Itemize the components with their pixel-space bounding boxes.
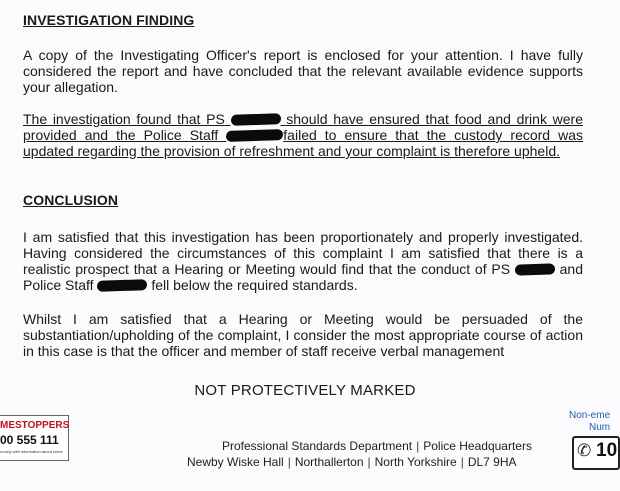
redaction-mark — [97, 279, 147, 292]
footer-separator: | — [367, 455, 371, 469]
finding-text-part-3: failed to ensure that the custody record was updated regarding the provision of refreshment and your complaint is therefore upheld. — [23, 127, 584, 159]
footer-separator: | — [287, 455, 291, 469]
finding-paragraph-1: A copy of the Investigating Officer's report is enclosed for your attention. I have fully considered the report and have concluded that the relevant available evidence supports your allegation. — [23, 47, 583, 95]
protective-marking: NOT PROTECTIVELY MARKED — [194, 382, 416, 399]
conclusion-paragraph-2: Whilst I am satisfied that a Hearing or Meeting would be persuaded of the substantiation/upholding of the complaint, I consider the most appropriate course of action in this case is that the officer and member of staff receive verbal management — [23, 311, 583, 359]
conclusion-paragraph-1 — [23, 229, 583, 293]
crimestoppers-tagline: nously with information about crime — [0, 449, 63, 454]
crimestoppers-logo — [0, 415, 69, 461]
footer-separator: | — [416, 439, 420, 453]
phone-icon: ✆ — [577, 441, 592, 460]
footer-address-line-2 — [187, 455, 517, 469]
footer-hall: Newby Wiske Hall — [187, 455, 284, 469]
footer-town: Northallerton — [294, 455, 364, 469]
footer-department: Professional Standards Department — [222, 439, 413, 453]
non-emergency-label — [569, 410, 610, 434]
footer-headquarters: Police Headquarters — [423, 439, 532, 453]
footer-postcode: DL7 9HA — [467, 455, 517, 469]
finding-paragraph-2 — [23, 111, 583, 159]
footer-address-line-1 — [222, 439, 532, 453]
finding-text-part-2: should have ensured that food and drink were provided and the Police Staff — [23, 111, 583, 143]
finding-text-part-1: The investigation found that PS — [23, 111, 225, 127]
non-emergency-line-1: Non-eme — [569, 410, 611, 421]
conclusion-text-part-2: and Police Staff — [23, 261, 583, 293]
phone-number-digits: 10 — [596, 440, 618, 461]
redaction-mark — [226, 129, 283, 142]
conclusion-text-part-3: fell below the required standards. — [151, 277, 358, 293]
phone-number-box — [572, 436, 620, 470]
footer-county: North Yorkshire — [374, 455, 457, 469]
footer-separator: | — [460, 455, 464, 469]
crimestoppers-phone-number: 00 555 111 — [0, 433, 59, 447]
investigation-finding-heading: INVESTIGATION FINDING — [23, 12, 195, 28]
redaction-mark — [515, 263, 555, 275]
non-emergency-line-2: Num — [589, 422, 611, 433]
conclusion-text-part-1: I am satisfied that this investigation has been proportionately and properly investigated. Having considered the circumstances of this complaint I am satisfied that there is a realistic prospect that a Hearing or Meeting would find that the conduct of PS — [23, 229, 583, 277]
redaction-mark — [230, 113, 280, 126]
conclusion-heading: CONCLUSION — [23, 192, 119, 208]
crimestoppers-logo-title: MESTOPPERS — [0, 420, 70, 431]
